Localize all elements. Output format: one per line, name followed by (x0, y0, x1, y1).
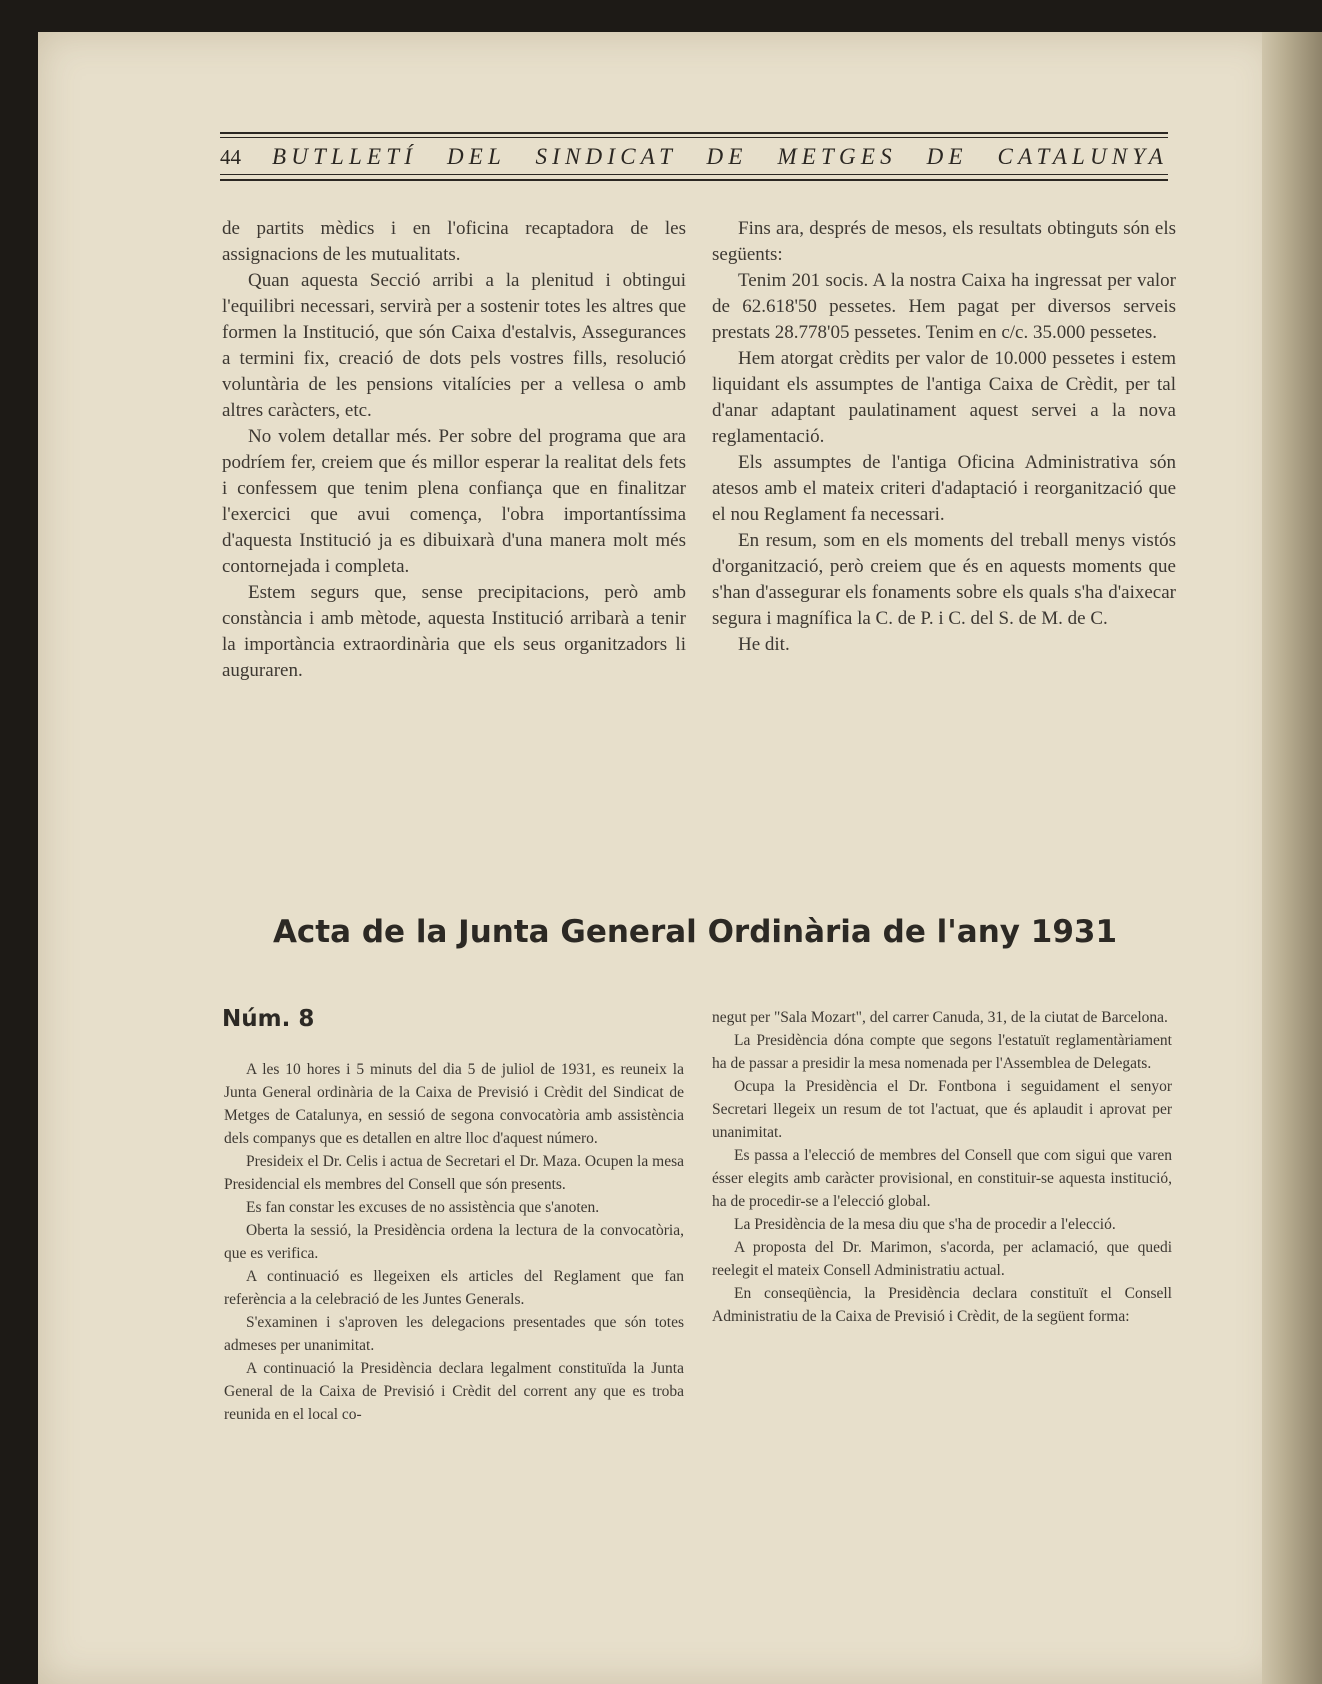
paragraph: S'examinen i s'aproven les delegacions presentades que són totes admeses per unanimitat. (224, 1314, 684, 1354)
paragraph: En conseqüència, la Presidència declara constituït el Consell Administratiu de la Caixa de Previsió i Crèdit, de la següent forma: (712, 1285, 1172, 1325)
paragraph: Estem segurs que, sense precipitacions, però amb constància i amb mètode, aquesta Institució arribarà a tenir la importància extraordinària que els seus organitzadors li auguraren. (222, 582, 686, 681)
paragraph: A les 10 hores i 5 minuts del dia 5 de juliol de 1931, es reuneix la Junta General ordinària de la Caixa de Previsió i Crèdit del Sindicat de Metges de Catalunya, en sessió de segona convocatòria amb assistència dels companys que es detallen en altre lloc d'aquest número. (224, 1061, 684, 1147)
section-number: Núm. 8 (222, 1006, 315, 1032)
paragraph: He dit. (738, 634, 790, 655)
paragraph: La Presidència de la mesa diu que s'ha de procedir a l'elecció. (734, 1216, 1116, 1233)
paragraph: Els assumptes de l'antiga Oficina Administrativa són atesos amb el mateix criteri d'adaptació i reorganització que el nou Reglament fa necessari. (712, 452, 1176, 525)
paragraph: A proposta del Dr. Marimon, s'acorda, per aclamació, que quedi reelegit el mateix Consell Administratiu actual. (712, 1239, 1172, 1279)
paragraph: Es passa a l'elecció de membres del Consell que com sigui que varen ésser elegits amb caràcter provisional, en constituir-se aquesta institució, ha de procedir-se a l'elecció global. (712, 1147, 1172, 1210)
paragraph: Quan aquesta Secció arribi a la plenitud i obtingui l'equilibri necessari, servirà per a sostenir totes les altres que formen la Institució, que són Caixa d'estalvis, Assegurances a termini fix, creació de dots pels vostres fills, resolució voluntària de les pensions vitalícies per a vellesa o amb altres caràcters, etc. (222, 270, 686, 421)
paragraph: En resum, som en els moments del treball menys vistós d'organització, però creiem que és en aquests moments que s'han d'assegurar els fonaments sobre els quals s'ha d'aixecar segura i magnífica la C. de P. i C. del S. de M. de C. (712, 530, 1176, 629)
header-rule (220, 132, 1168, 134)
text-column-bottom-left (224, 1058, 684, 1426)
text-column-top-left (222, 216, 686, 684)
paragraph: Oberta la sessió, la Presidència ordena la lectura de la convocatòria, que es verifica. (224, 1222, 684, 1262)
paragraph: Fins ara, després de mesos, els resultats obtinguts són els següents: (712, 218, 1176, 265)
paragraph: La Presidència dóna compte que segons l'estatuït reglamentàriament ha de passar a presidir la mesa nomenada per l'Assemblea de Delegats. (712, 1032, 1172, 1072)
paragraph: de partits mèdics i en l'oficina recaptadora de les assignacions de les mutualitats. (222, 218, 686, 265)
running-header (220, 128, 1168, 190)
paragraph: A continuació la Presidència declara legalment constituïda la Junta General de la Caixa de Previsió i Crèdit del corrent any que es troba reunida en el local co- (224, 1360, 684, 1423)
header-rule (220, 174, 1168, 175)
text-column-bottom-right (712, 1006, 1172, 1328)
section-title: Acta de la Junta General Ordinària de l'any 1931 (272, 914, 1118, 950)
page-number: 44 (220, 144, 241, 169)
running-title: BUTLLETÍ DEL SINDICAT DE METGES DE CATALUNYA (272, 144, 1168, 169)
paragraph: No volem detallar més. Per sobre del programa que ara podríem fer, creiem que és millor esperar la realitat dels fets i confessem que tenim plena confiança que en finalitzar l'exercici que avui comença, l'obra importantíssima d'aquesta Institució ja es dibuixarà d'una manera molt més contornejada i completa. (222, 426, 686, 577)
header-rule (220, 179, 1168, 181)
paragraph: Es fan constar les excuses de no assistència que s'anoten. (246, 1199, 600, 1216)
header-rule (220, 137, 1168, 138)
page-edge (1262, 32, 1322, 1684)
paragraph: Tenim 201 socis. A la nostra Caixa ha ingressat per valor de 62.618'50 pessetes. Hem pagat per diversos serveis prestats 28.778'05 pessetes. Tenim en c/c. 35.000 pessetes. (712, 270, 1176, 343)
paragraph: A continuació es llegeixen els articles del Reglament que fan referència a la celebració de les Juntes Generals. (224, 1268, 684, 1308)
paragraph: Ocupa la Presidència el Dr. Fontbona i seguidament el senyor Secretari llegeix un resum de tot l'actuat, que és aplaudit i aprovat per unanimitat. (712, 1078, 1172, 1141)
paragraph: negut per "Sala Mozart", del carrer Canuda, 31, de la ciutat de Barcelona. (712, 1009, 1168, 1026)
text-column-top-right (712, 216, 1176, 658)
paragraph: Presideix el Dr. Celis i actua de Secretari el Dr. Maza. Ocupen la mesa Presidencial els membres del Consell que són presents. (224, 1153, 684, 1193)
paragraph: Hem atorgat crèdits per valor de 10.000 pessetes i estem liquidant els assumptes de l'antiga Caixa de Crèdit, per tal d'anar adaptant paulatinament aquest servei a la nova reglamentació. (712, 348, 1176, 447)
